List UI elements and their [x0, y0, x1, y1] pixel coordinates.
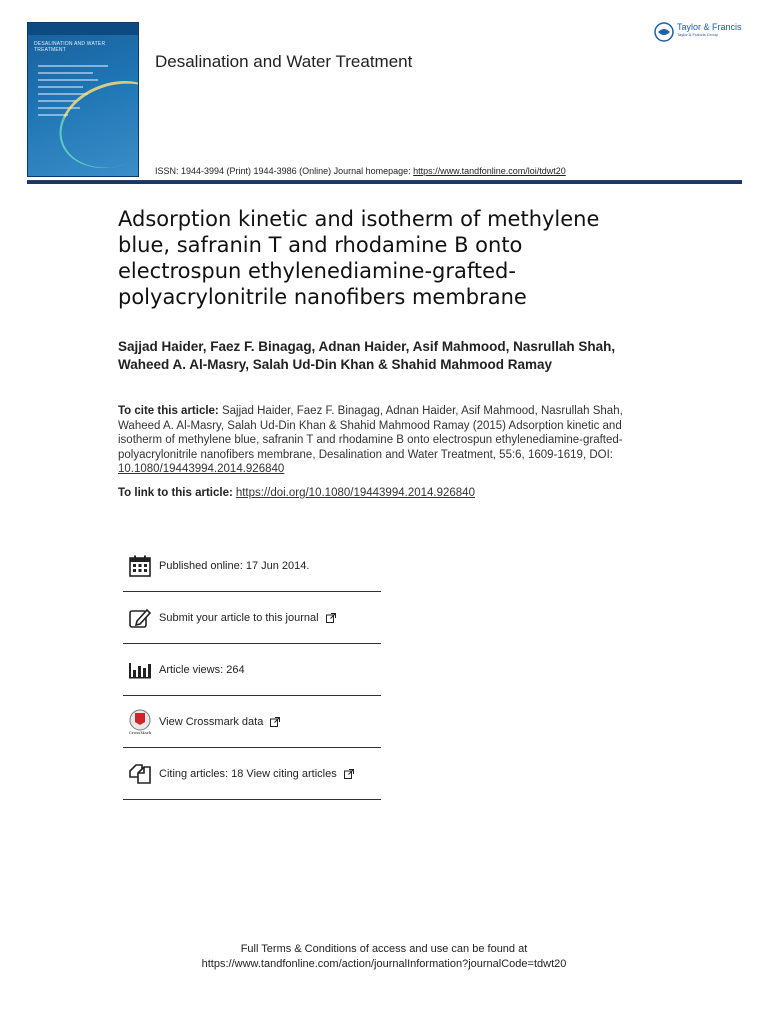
footer-terms-link[interactable]: https://www.tandfonline.com/action/journalInformation?journalCode=tdwt20 [201, 958, 567, 970]
crossmark-item[interactable] [123, 696, 381, 748]
article-views-text: Article views: 264 [159, 663, 245, 676]
citing-icon [127, 761, 153, 787]
external-link-icon [326, 613, 336, 623]
article-authors: Sajjad Haider, Faez F. Binagag, Adnan Haider, Asif Mahmood, Nasrullah Shah, Waheed A. Al-Masry, Salah Ud-Din Khan & Shahid Mahmood Ramay [118, 339, 616, 372]
cite-label: To cite this article: [118, 405, 219, 417]
published-online-text: Published online: 17 Jun 2014. [159, 559, 310, 572]
external-link-icon [344, 769, 354, 779]
crossmark-icon [127, 709, 153, 735]
journal-cover-image [27, 22, 139, 177]
edit-icon [127, 605, 153, 631]
submit-article-link[interactable]: Submit your article to this journal [159, 612, 336, 624]
journal-homepage-link[interactable]: https://www.tandfonline.com/loi/tdwt20 [413, 166, 566, 176]
article-views-item [123, 644, 381, 696]
citing-articles-link[interactable]: Citing articles: 18 View citing articles [159, 768, 354, 780]
cite-doi-link[interactable]: 10.1080/19443994.2014.926840 [118, 463, 285, 475]
publisher-name: Taylor & Francis [677, 22, 742, 32]
article-info-list [123, 540, 381, 800]
crossmark-link[interactable]: View Crossmark data [159, 716, 280, 728]
bar-chart-icon [127, 657, 153, 683]
footer-terms [0, 942, 768, 972]
link-label: To link to this article: [118, 487, 233, 499]
article-doi-link[interactable]: https://doi.org/10.1080/19443994.2014.926840 [235, 487, 475, 499]
calendar-icon [127, 553, 153, 579]
publisher-logo[interactable] [654, 22, 742, 42]
citing-articles-item[interactable] [123, 748, 381, 800]
footer-terms-line1: Full Terms & Conditions of access and use can be found at [240, 943, 528, 955]
article-title: Adsorption kinetic and isotherm of methylene blue, safranin T and rhodamine B onto electrospun ethylenediamine-grafted-polyacrylonitrile nanofibers membrane [118, 207, 600, 309]
crossmark-icon-text: CrossMark [128, 729, 152, 735]
cite-text: Sajjad Haider, Faez F. Binagag, Adnan Haider, Asif Mahmood, Nasrullah Shah, Waheed A. Al-Masry, Salah Ud-Din Khan & Shahid Mahmood Ramay (2015) Adsorption kinetic and isotherm of methylene blue, safranin T and rhodamine B onto electrospun ethylenediamine-grafted-polyacrylonitrile nanofibers membrane, Desalination and Water Treatment, 55:6, 1609-1619, DOI: [118, 405, 623, 461]
published-online-item [123, 540, 381, 592]
publisher-logo-icon [654, 22, 674, 42]
journal-title[interactable]: Desalination and Water Treatment [155, 52, 413, 71]
issn-line [155, 166, 566, 176]
cover-top-strip [28, 23, 138, 35]
submit-article-item[interactable] [123, 592, 381, 644]
external-link-icon [270, 717, 280, 727]
publisher-subname: Taylor & Francis Group [677, 32, 718, 37]
article-link-line [118, 487, 475, 499]
citation-block [118, 404, 653, 477]
header-divider-thick [27, 181, 742, 184]
cover-title: DESALINATION AND WATER TREATMENT [34, 41, 106, 53]
issn-text: ISSN: 1944-3994 (Print) 1944-3986 (Online) Journal homepage: [155, 166, 414, 176]
